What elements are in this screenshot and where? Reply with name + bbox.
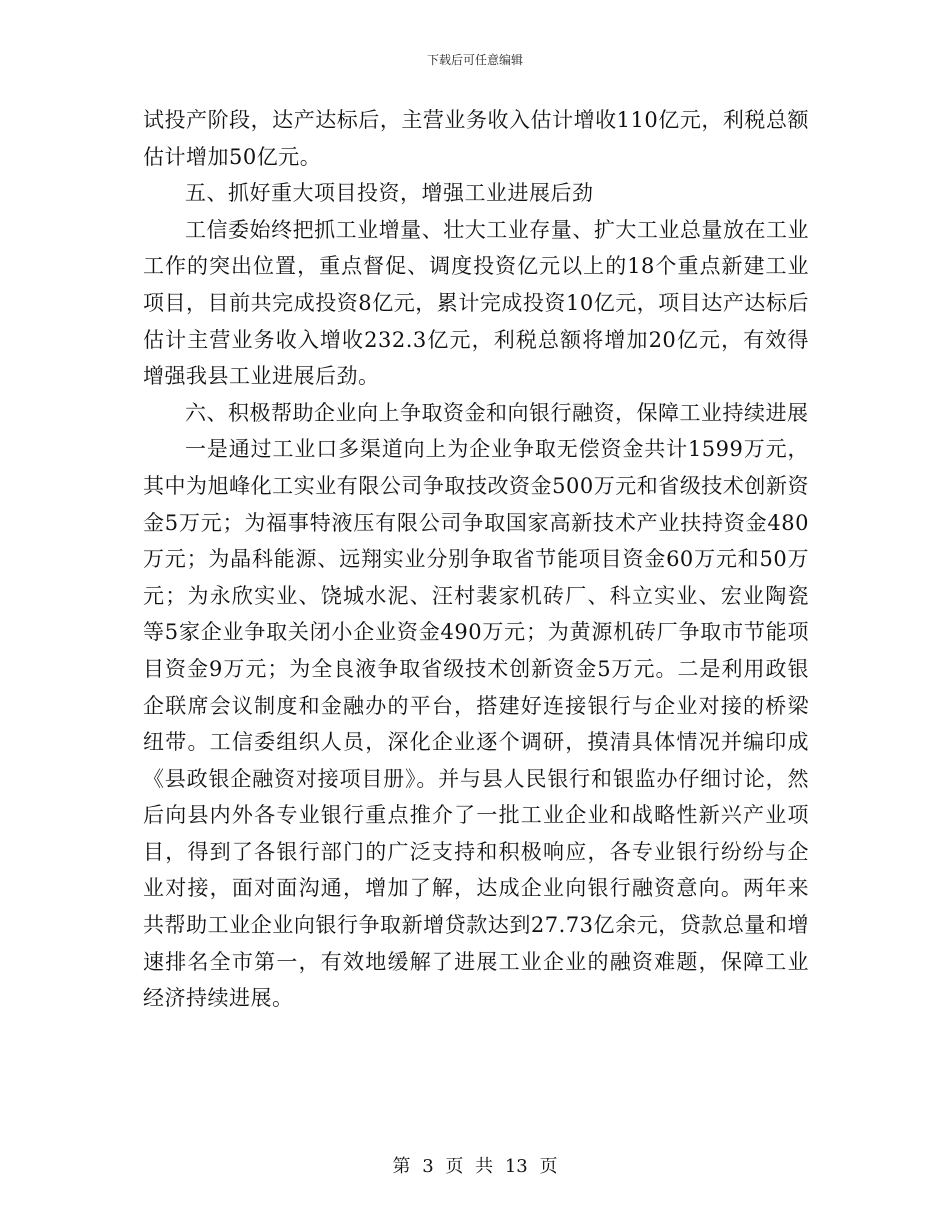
paragraph-continuation: 试投产阶段，达产达标后，主营业务收入估计增收110亿元，利税总额估计增加50亿元。	[143, 108, 809, 169]
document-body	[143, 102, 809, 1017]
header-note: 下载后可任意编辑	[426, 53, 523, 67]
paragraph-funding: 一是通过工业口多渠道向上为企业争取无偿资金共计1599万元，其中为旭峰化工实业有限公司争取技改资金500万元和省级技术创新资金5万元；为福事特液压有限公司争取国家高新技术产业扶持资金480万元；为晶科能源、远翔实业分别争取省节能项目资金60万元和50万元；为永欣实业、饶城水泥、汪村裴家机砖厂、科立实业、宏业陶瓷等5家企业争取关闭小企业资金490万元；为黄源机砖厂争取市节能项目资金9万元；为全良液争取省级技术创新资金5万元。二是利用政银企联席会议制度和金融办的平台，搭建好连接银行与企业对接的桥梁纽带。工信委组织人员，深化企业逐个调研，摸清具体情况并编印成《县政银企融资对接项目册》。并与县人民银行和银监办仔细讨论，然后向县内外各专业银行重点推介了一批工业企业和战略性新兴产业项目，得到了各银行部门的广泛支持和积极响应，各专业银行纷纷与企业对接，面对面沟通，增加了解，达成企业向银行融资意向。两年来共帮助工业企业向银行争取新增贷款达到27.73亿余元，贷款总量和增速排名全市第一，有效地缓解了进展工业企业的融资难题，保障工业经济持续进展。	[143, 437, 809, 1011]
section-heading-five: 五、抓好重大项目投资，增强工业进展后劲	[185, 181, 594, 206]
section-heading-six: 六、积极帮助企业向上争取资金和向银行融资，保障工业持续进展	[185, 400, 809, 425]
paragraph-investment: 工信委始终把抓工业增量、壮大工业存量、扩大工业总量放在工业工作的突出位置，重点督促、调度投资亿元以上的18个重点新建工业项目，目前共完成投资8亿元，累计完成投资10亿元，项目达产达标后估计主营业务收入增收232.3亿元，利税总额将增加20亿元，有效得增强我县工业进展后劲。	[143, 217, 809, 389]
page-number-footer: 第 3 页 共 13 页	[392, 1156, 558, 1177]
